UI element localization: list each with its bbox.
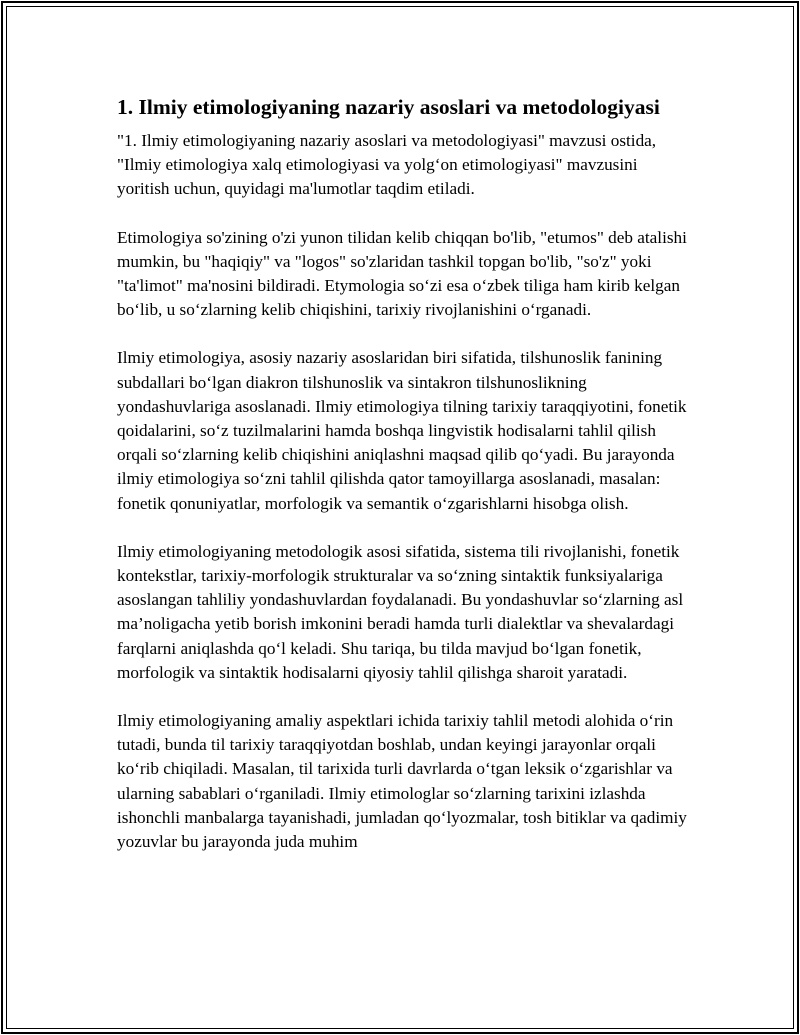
paragraph-practical-aspects: Ilmiy etimologiyaning amaliy aspektlari ichida tarixiy tahlil metodi alohida o‘rin tutadi, bunda til tarixiy taraqqiyotdan boshlab, undan keyingi jarayonlar orqali ko‘rib chiqiladi. Masalan, til tarixida turli davrlarda o‘tgan leksik o‘zgarishlar va ularning sabablari o‘rganiladi. Ilmiy etimologlar so‘zlarning tarixini izlashda ishonchli manbalarga tayanishadi, jumladan qo‘lyozmalar, tosh bitiklar va qadimiy yozuvlar bu jarayonda juda muhim xyxy=(117,711,687,852)
paragraph-intro: "1. Ilmiy etimologiyaning nazariy asoslari va metodologiyasi" mavzusi ostida, "Ilmiy etimologiya xalq etimologiyasi va yolg‘on etimologiyasi" mavzusini yoritish uchun, quyidagi ma'lumotlar taqdim etiladi. xyxy=(117,131,657,199)
paragraph-methodology: Ilmiy etimologiyaning metodologik asosi sifatida, sistema tili rivojlanishi, fonetik kontekstlar, tarixiy-morfologik strukturalar va so‘zning sintaktik funksiyalariga asoslangan tahliliy yondashuvlardan foydalanadi. Bu yondashuvlar so‘zlarning asl ma’noligacha yetib borish imkonini beradi hamda turli dialektlar va shevalardagi farqlarni aniqlashda qo‘l keladi. Shu tariqa, bu tilda mavjud bo‘lgan fonetik, morfologik va sintaktik hodisalarni qiyosiy tahlil qilishga sharoit yaratadi. xyxy=(117,541,684,682)
paragraph-etymology-origin: Etimologiya so'zining o'zi yunon tilidan kelib chiqqan bo'lib, "etumos" deb atalishi mumkin, bu "haqiqiy" va "logos" so'zlaridan tashkil topgan bo'lib, "so'z" yoki "ta'limot" ma'nosini bildiradi. Etymologia so‘zi esa o‘zbek tiliga ham kirib kelgan bo‘lib, u so‘zlarning kelib chiqishini, tarixiy rivojlanishini o‘rganadi. xyxy=(117,227,687,320)
section-heading: 1. Ilmiy etimologiyaning nazariy asoslari va metodologiyasi xyxy=(117,95,660,119)
document-body xyxy=(117,91,687,878)
paragraph-theoretical-basis: Ilmiy etimologiya, asosiy nazariy asoslaridan biri sifatida, tilshunoslik fanining subdallari bo‘lgan diakron tilshunoslik va sintakron tilshunoslikning yondashuvlariga asoslanadi. Ilmiy etimologiya tilning tarixiy taraqqiyotini, fonetik qoidalarini, so‘z tuzilmalarini hamda boshqa lingvistik hodisalarni tahlil qilish orqali so‘zlarning kelib chiqishini aniqlashni maqsad qilib qo‘yadi. Bu jarayonda ilmiy etimologiya so‘zni tahlil qilishda qator tamoyillarga asoslanadi, masalan: fonetik qonuniyatlar, morfologik va semantik o‘zgarishlarni hisobga olish. xyxy=(117,348,687,513)
